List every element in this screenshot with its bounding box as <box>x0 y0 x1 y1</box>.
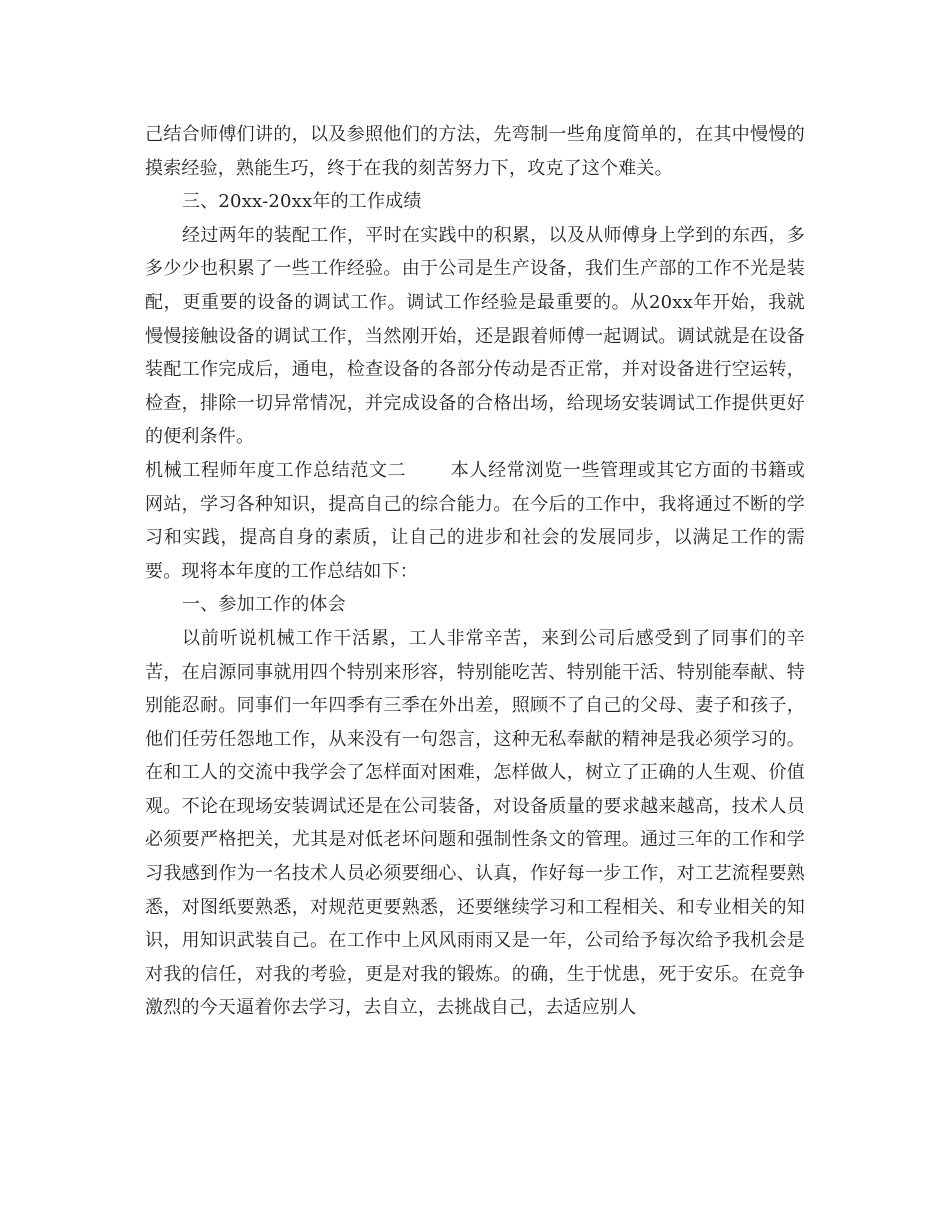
paragraph-continuation: 己结合师傅们讲的，以及参照他们的方法，先弯制一些角度简单的，在其中慢慢的摸索经验，熟能生巧，终于在我的刻苦努力下，攻克了这个难关。 <box>145 124 805 179</box>
article-title: 机械工程师年度工作总结范文二 <box>145 459 407 481</box>
paragraph-experience: 以前听说机械工作干活累，工人非常辛苦，来到公司后感受到了同事们的辛苦，在启源同事就用四个特别来形容，特别能吃苦、特别能干活、特别能奉献、特别能忍耐。同事们一年四季有三季在外出差，照顾不了自己的父母、妻子和孩子，他们任劳任怨地工作，从来没有一句怨言，这种无私奉献的精神是我必须学习的。在和工人的交流中我学会了怎样面对困难，怎样做人，树立了正确的人生观、价值观。不论在现场安装调试还是在公司装备，对设备质量的要求越来越高，技术人员必须要严格把关，尤其是对低老坏问题和强制性条文的管理。通过三年的工作和学习我感到作为一名技术人员必须要细心、认真，作好每一步工作，对工艺流程要熟悉，对图纸要熟悉，对规范更要熟悉，还要继续学习和工程相关、和专业相关的知识，用知识武装自己。在工作中上风风雨雨又是一年，公司给予每次给予我机会是对我的信任，对我的考验，更是对我的锻炼。的确，生于忧患，死于安乐。在竞争激烈的今天逼着你去学习，去自立，去挑战自己，去适应别人 <box>145 627 805 1019</box>
section-heading-experience: 一、参加工作的体会 <box>182 594 346 616</box>
paragraph-achievements: 经过两年的装配工作，平时在实践中的积累，以及从师傅身上学到的东西，多多少少也积累了一些工作经验。由于公司是生产设备，我们生产部的工作不光是装配，更重要的设备的调试工作。调试工作经验是最重要的。从20xx年开始，我就慢慢接触设备的调试工作，当然刚开始，还是跟着师傅一起调试。调试就是在设备装配工作完成后，通电，检查设备的各部分传动是否正常，并对设备进行空运转，检查，排除一切异常情况，并完成设备的合格出场，给现场安装调试工作提供更好的便利条件。 <box>145 224 805 448</box>
article-intro: 本人经常浏览一些管理或其它方面的书籍或网站，学习各种知识，提高自己的综合能力。在今后的工作中，我将通过不断的学习和实践，提高自身的素质，让自己的进步和社会的发展同步，以满足工作的需要。现将本年度的工作总结如下： <box>145 459 805 582</box>
section-heading-achievements: 三、20xx-20xx年的工作成绩 <box>182 191 422 213</box>
paragraph-titled-section <box>145 454 805 588</box>
document-body <box>145 118 805 1025</box>
